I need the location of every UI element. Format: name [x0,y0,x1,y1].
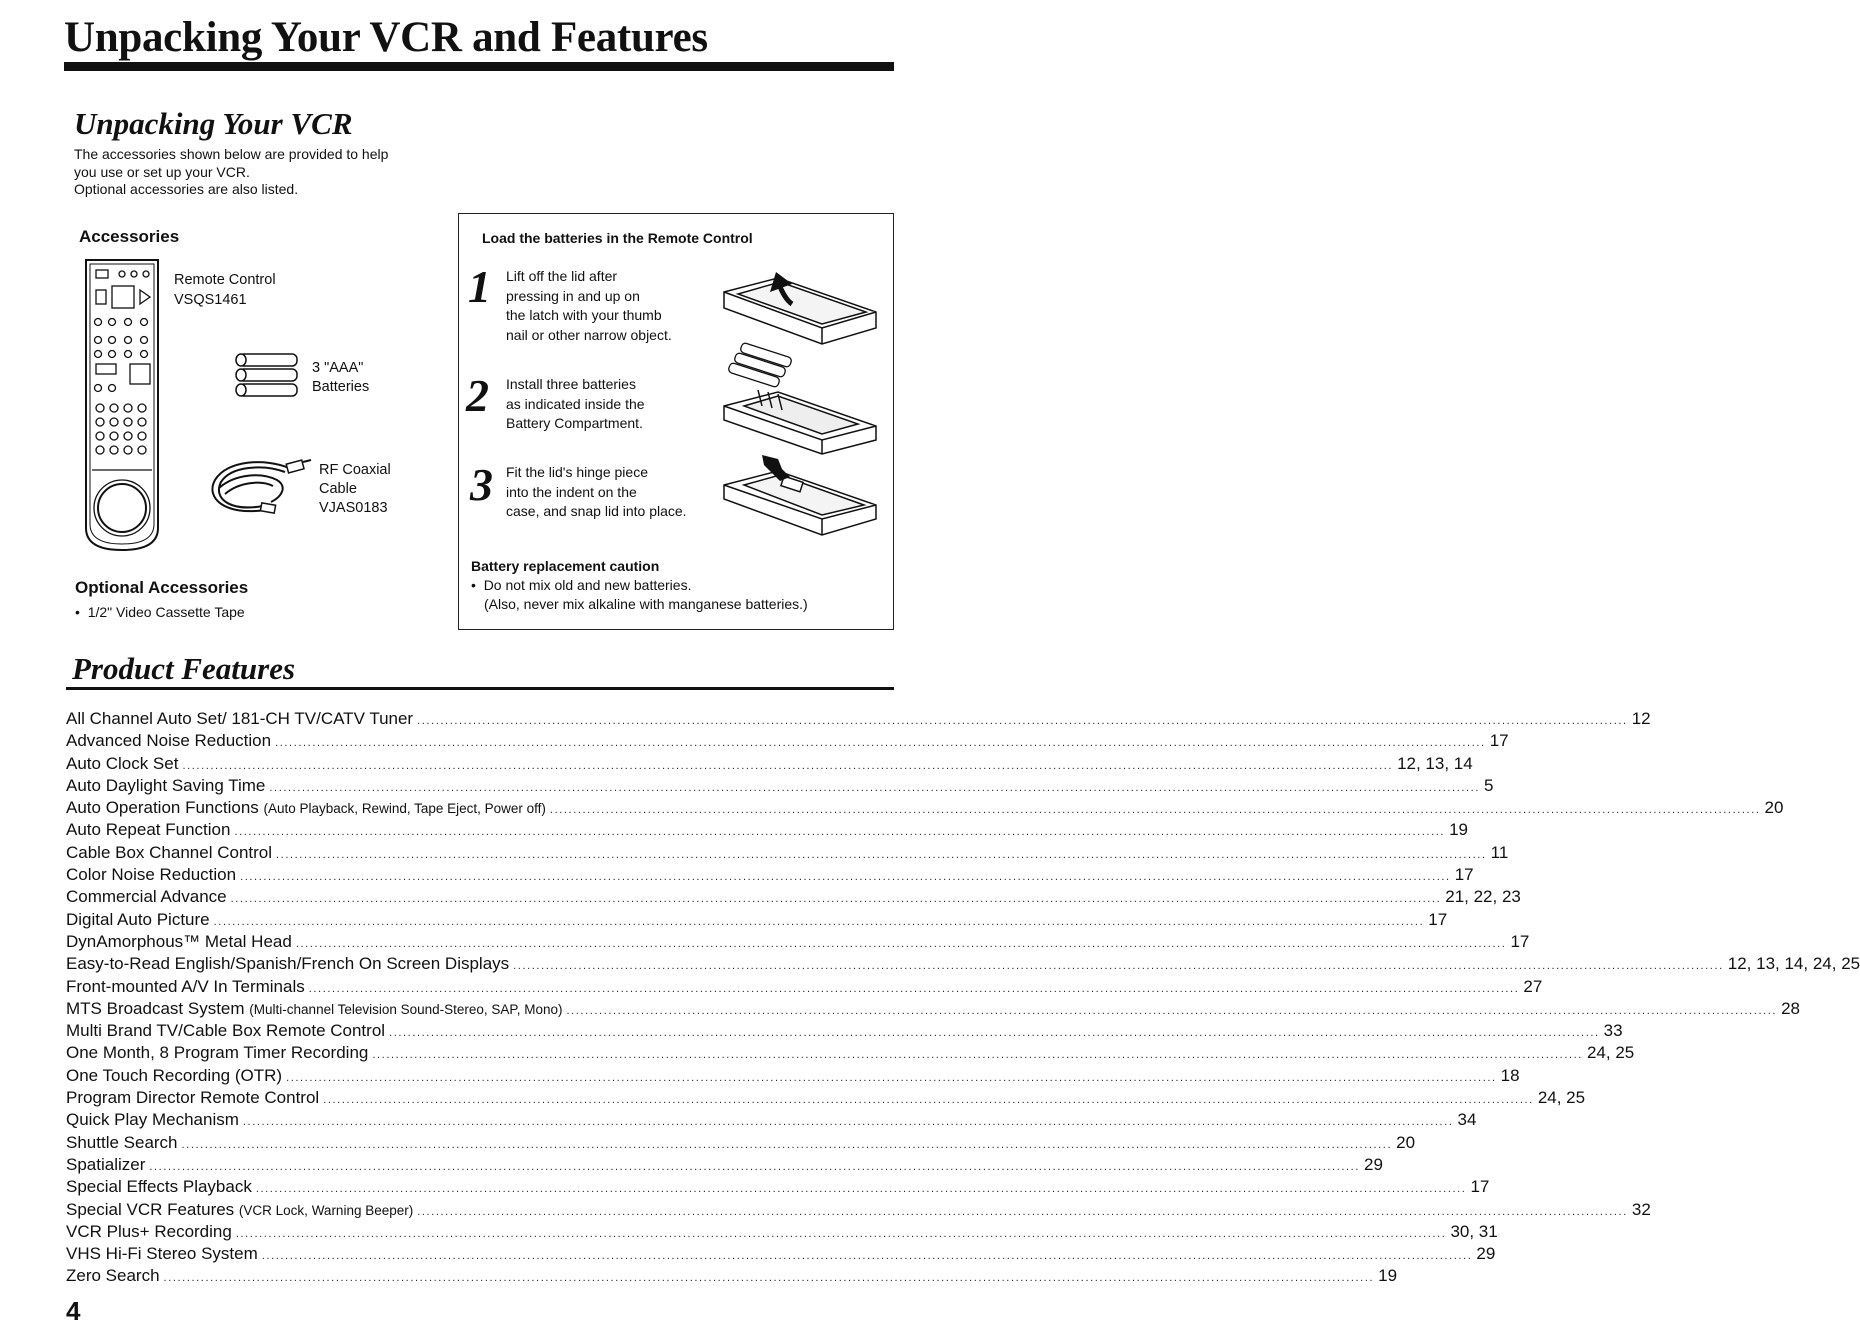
coaxial-cable-illustration [205,450,313,522]
feature-pages: 24, 25 [1586,1043,1635,1063]
feature-name: Auto Daylight Saving Time [66,775,266,795]
feature-row [66,1199,1651,1221]
dot-leader: .................................................................................................................................................................................................................................................................... [149,1160,1360,1173]
battery-install-illustration [718,346,880,456]
feature-row [66,998,1800,1020]
feature-row [66,708,1651,730]
feature-name: Zero Search [66,1266,160,1286]
feature-row [66,797,1784,819]
feature-name: DynAmorphous™ Metal Head [66,931,292,951]
feature-row [66,730,1509,752]
feature-row [66,1154,1383,1176]
feature-pages: 12, 13, 14, 24, 25 [1727,954,1860,974]
optional-accessories-heading: Optional Accessories [75,578,249,597]
intro-line: The accessories shown below are provided to help [74,146,389,162]
dot-leader: .................................................................................................................................................................................................................................................................... [566,1004,1778,1017]
feature-note: (Auto Playback, Rewind, Tape Eject, Power off) [263,801,546,817]
accessories-heading: Accessories [79,227,180,246]
dot-leader: .................................................................................................................................................................................................................................................................... [261,1250,1473,1263]
feature-name: All Channel Auto Set/ 181-CH TV/CATV Tuner [66,709,414,728]
feature-row [66,1065,1520,1087]
intro-line: Optional accessories are also listed. [74,181,299,197]
cable-label: RF Coaxial [319,462,391,478]
feature-row [66,1176,1490,1198]
feature-pages: 17 [1470,1177,1490,1197]
feature-row [66,819,1468,841]
feature-row [66,1132,1416,1154]
feature-name: Auto Operation Functions (Auto Playback, Rewind, Tape Eject, Power off) [66,798,546,818]
cable-label-2: Cable [319,481,357,497]
dot-leader: .................................................................................................................................................................................................................................................................... [295,937,1507,950]
feature-name: VCR Plus+ Recording [66,1221,232,1241]
dot-leader: .................................................................................................................................................................................................................................................................... [213,915,1425,928]
features-list [66,708,1860,1288]
title-rule [64,62,894,71]
feature-pages: 19 [1449,820,1468,840]
feature-pages: 29 [1363,1154,1383,1174]
feature-note: (VCR Lock, Warning Beeper) [238,1202,414,1218]
battery-box-heading: Load the batteries in the Remote Control [482,230,753,246]
feature-name: Quick Play Mechanism [66,1110,239,1130]
dot-leader: .................................................................................................................................................................................................................................................................... [308,982,1520,995]
caution-line: • Do not mix old and new batteries. [471,577,692,593]
features-rule [66,687,894,690]
intro-line: you use or set up your VCR. [74,163,250,180]
step-3-text: Fit the lid's hinge piece into the indent on the case, and snap lid into place. [506,464,687,519]
dot-leader: .................................................................................................................................................................................................................................................................... [235,1227,1447,1240]
feature-row [66,1265,1398,1287]
feature-row [66,1087,1586,1109]
feature-row [66,1042,1635,1064]
feature-row [66,931,1530,953]
batteries-label: 3 "AAA" [312,360,364,376]
lid-replace-illustration [718,455,880,539]
step-number: 3 [470,459,493,510]
dot-leader: .................................................................................................................................................................................................................................................................... [181,1138,1393,1151]
feature-pages: 28 [1781,998,1800,1018]
feature-pages: 34 [1457,1110,1477,1130]
feature-pages: 12 [1631,709,1651,728]
remote-control-model: VSQS1461 [174,292,247,308]
feature-name: Commercial Advance [66,887,227,907]
feature-pages: 21, 22, 23 [1445,887,1521,907]
feature-name: Advanced Noise Reduction [66,731,272,751]
feature-name: Auto Clock Set [66,753,179,773]
unpacking-heading: Unpacking Your VCR [74,106,353,141]
dot-leader: .................................................................................................................................................................................................................................................................... [230,893,1442,906]
feature-name: VHS Hi-Fi Stereo System [66,1244,258,1264]
feature-name: Program Director Remote Control [66,1088,320,1108]
dot-leader: .................................................................................................................................................................................................................................................................... [286,1071,1497,1084]
feature-row [66,775,1494,797]
dot-leader: .................................................................................................................................................................................................................................................................... [389,1027,1600,1040]
step-1-text: Lift off the lid after pressing in and up on the latch with your thumb nail or other narrow object. [506,268,672,343]
step-2-text: Install three batteries as indicated inside the Battery Compartment. [506,376,645,431]
dot-leader: .................................................................................................................................................................................................................................................................... [240,871,1451,884]
feature-name: Digital Auto Picture [66,909,210,929]
feature-name: Front-mounted A/V In Terminals [66,976,305,996]
dot-leader: .................................................................................................................................................................................................................................................................... [372,1049,1583,1062]
feature-row [66,976,1543,998]
dot-leader: .................................................................................................................................................................................................................................................................... [323,1094,1534,1107]
feature-pages: 12, 13, 14 [1397,753,1473,773]
dot-leader: .................................................................................................................................................................................................................................................................... [417,1205,1628,1218]
feature-row [66,842,1509,864]
feature-row [66,753,1473,775]
feature-pages: 30, 31 [1450,1221,1498,1241]
feature-pages: 17 [1428,909,1448,929]
feature-pages: 20 [1764,798,1784,818]
remote-control-name: Remote Control [174,272,276,288]
feature-pages: 19 [1378,1266,1398,1286]
feature-pages: 5 [1484,775,1494,795]
page-title: Unpacking Your VCR and Features [64,14,708,61]
feature-name: One Month, 8 Program Timer Recording [66,1043,369,1063]
feature-pages: 17 [1454,865,1474,885]
dot-leader: .................................................................................................................................................................................................................................................................... [417,715,1628,727]
feature-pages: 24, 25 [1537,1088,1586,1108]
dot-leader: .................................................................................................................................................................................................................................................................... [182,759,1394,772]
feature-name: One Touch Recording (OTR) [66,1065,283,1085]
feature-name: Special VCR Features (VCR Lock, Warning Beeper) [66,1199,414,1219]
feature-row [66,1020,1623,1042]
feature-pages: 17 [1489,731,1509,751]
feature-pages: 20 [1396,1132,1416,1152]
feature-name: Shuttle Search [66,1132,178,1152]
page-number: 4 [66,1296,81,1326]
remote-control-illustration [82,256,162,554]
feature-row [66,886,1521,908]
feature-name: Color Noise Reduction [66,865,237,885]
step-number: 2 [466,370,489,421]
dot-leader: .................................................................................................................................................................................................................................................................... [255,1183,1467,1196]
dot-leader: .................................................................................................................................................................................................................................................................... [549,804,1761,817]
feature-name: Easy-to-Read English/Spanish/French On Screen Displays [66,954,510,974]
feature-name: Auto Repeat Function [66,820,231,840]
unpacking-intro [74,146,388,199]
dot-leader: .................................................................................................................................................................................................................................................................... [513,960,1724,973]
feature-pages: 17 [1510,931,1530,951]
battery-caution-heading: Battery replacement caution [471,558,660,574]
feature-name: Cable Box Channel Control [66,842,273,862]
optional-accessory-item: • 1/2" Video Cassette Tape [75,604,245,620]
feature-name: Multi Brand TV/Cable Box Remote Control [66,1021,386,1041]
feature-row [66,909,1448,931]
feature-name: MTS Broadcast System (Multi-channel Television Sound-Stereo, SAP, Mono) [66,998,563,1018]
step-number: 1 [468,261,491,312]
feature-row [66,1243,1496,1265]
feature-pages: 32 [1631,1199,1651,1219]
dot-leader: .................................................................................................................................................................................................................................................................... [163,1272,1375,1285]
dot-leader: .................................................................................................................................................................................................................................................................... [275,737,1486,750]
dot-leader: .................................................................................................................................................................................................................................................................... [276,848,1487,861]
feature-pages: 18 [1500,1065,1520,1085]
cable-model: VJAS0183 [319,500,388,516]
batteries-label-2: Batteries [312,379,370,395]
battery-caution-text [471,576,808,614]
feature-name: Special Effects Playback [66,1177,252,1197]
feature-row [66,953,1860,975]
feature-pages: 29 [1476,1244,1496,1264]
feature-pages: 33 [1603,1021,1623,1041]
feature-row [66,864,1474,886]
product-features-heading: Product Features [72,651,296,686]
caution-line: (Also, never mix alkaline with manganese batteries.) [484,596,808,612]
feature-pages: 27 [1523,976,1543,996]
dot-leader: .................................................................................................................................................................................................................................................................... [242,1116,1454,1129]
remote-lid-removal-illustration [718,270,880,350]
feature-row [66,1221,1498,1243]
batteries-illustration [233,352,301,398]
dot-leader: .................................................................................................................................................................................................................................................................... [234,826,1446,839]
feature-row [66,1109,1477,1131]
feature-pages: 11 [1490,842,1509,862]
feature-name: Spatializer [66,1154,146,1174]
dot-leader: .................................................................................................................................................................................................................................................................... [269,781,1480,794]
feature-note: (Multi-channel Television Sound-Stereo, SAP, Mono) [249,1001,563,1017]
